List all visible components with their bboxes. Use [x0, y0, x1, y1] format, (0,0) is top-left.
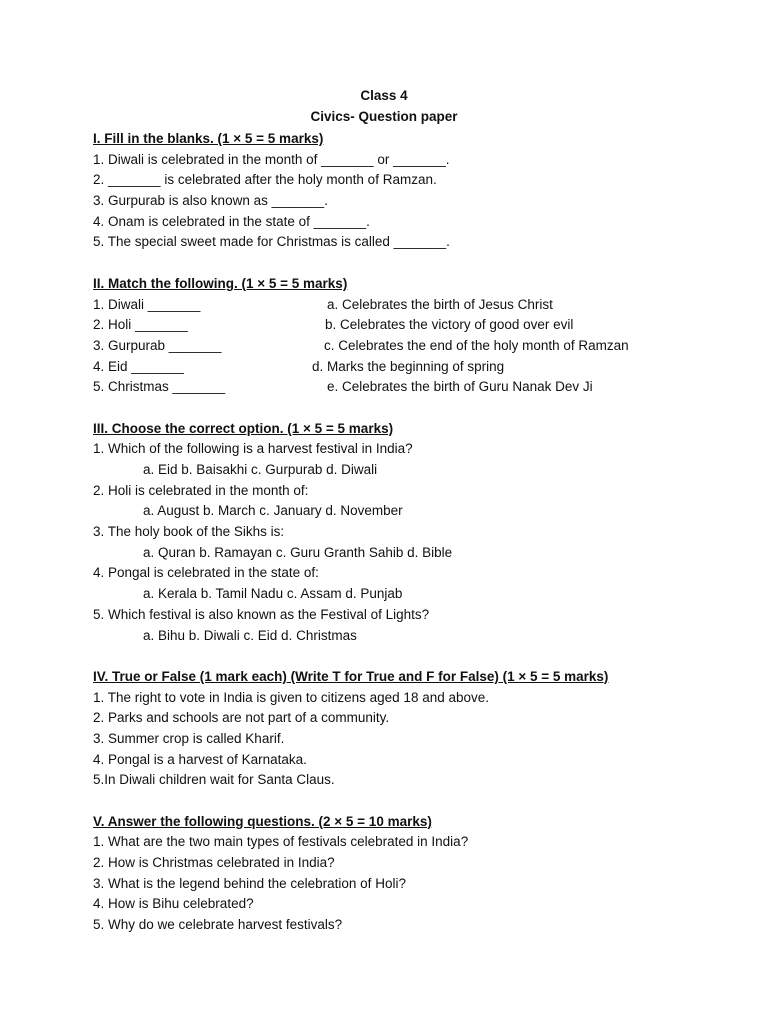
- match-left-item: 3. Gurpurab _______: [93, 337, 222, 353]
- fill-blank-item: 5. The special sweet made for Christmas is called _______.: [93, 234, 450, 250]
- section-gap: [93, 398, 693, 419]
- true-false-item: 4. Pongal is a harvest of Karnataka.: [93, 751, 307, 767]
- true-false-item: 5.In Diwali children wait for Santa Claus.: [93, 772, 335, 788]
- section-5-heading: V. Answer the following questions. (2 × 5 = 10 marks): [93, 813, 432, 829]
- match-right-item: e. Celebrates the birth of Guru Nanak Dev Ji: [327, 379, 593, 395]
- true-false-item: 3. Summer crop is called Kharif.: [93, 730, 285, 746]
- match-right-item: d. Marks the beginning of spring: [312, 358, 505, 374]
- class-title: Class 4: [360, 88, 408, 103]
- paper-title: Civics- Question paper: [310, 109, 458, 124]
- mcq-question: 4. Pongal is celebrated in the state of:: [93, 565, 319, 581]
- section-3-heading: III. Choose the correct option. (1 × 5 = 5 marks): [93, 420, 394, 436]
- question-item: 5. Why do we celebrate harvest festivals?: [93, 917, 343, 933]
- fill-blank-item: 3. Gurpurab is also known as _______.: [93, 193, 328, 209]
- section-2-heading: II. Match the following. (1 × 5 = 5 marks): [93, 275, 348, 291]
- true-false-item: 2. Parks and schools are not part of a community.: [93, 710, 390, 726]
- question-item: 2. How is Christmas celebrated in India?: [93, 855, 335, 871]
- match-row: [93, 357, 693, 378]
- mcq-question: 1. Which of the following is a harvest festival in India?: [93, 441, 413, 457]
- question-item: 4. How is Bihu celebrated?: [93, 896, 254, 912]
- section-gap: [93, 253, 693, 274]
- mcq-options: a. Kerala b. Tamil Nadu c. Assam d. Punjab: [143, 586, 403, 602]
- question-item: 1. What are the two main types of festivals celebrated in India?: [93, 834, 469, 850]
- match-left-item: 5. Christmas _______: [93, 379, 226, 395]
- match-row: [93, 315, 693, 336]
- mcq-options: a. Eid b. Baisakhi c. Gurpurab d. Diwali: [143, 462, 378, 477]
- question-item: 3. What is the legend behind the celebration of Holi?: [93, 875, 406, 891]
- match-right-item: c. Celebrates the end of the holy month of Ramzan: [324, 337, 629, 353]
- match-row: [93, 295, 693, 316]
- mcq-question: 3. The holy book of the Sikhs is:: [93, 524, 285, 540]
- mcq-options: a. Bihu b. Diwali c. Eid d. Christmas: [143, 627, 357, 643]
- section-gap: [93, 646, 693, 667]
- match-row: [93, 377, 693, 398]
- fill-blank-item: 4. Onam is celebrated in the state of _______.: [93, 213, 370, 229]
- match-left-item: 4. Eid _______: [93, 358, 184, 374]
- true-false-item: 1. The right to vote in India is given to citizens aged 18 and above.: [93, 689, 490, 705]
- section-1-heading: I. Fill in the blanks. (1 × 5 = 5 marks): [93, 131, 324, 146]
- match-right-item: a. Celebrates the birth of Jesus Christ: [327, 296, 553, 312]
- fill-blank-item: 2. _______ is celebrated after the holy month of Ramzan.: [93, 172, 437, 188]
- mcq-options: a. Quran b. Ramayan c. Guru Granth Sahib d. Bible: [143, 544, 453, 560]
- mcq-options: a. August b. March c. January d. November: [143, 503, 403, 519]
- mcq-question: 2. Holi is celebrated in the month of:: [93, 482, 309, 498]
- match-right-item: b. Celebrates the victory of good over evil: [325, 317, 574, 333]
- section-4-heading: IV. True or False (1 mark each) (Write T for True and F for False) (1 × 5 = 5 marks): [93, 668, 609, 684]
- paper-content: [93, 129, 693, 936]
- fill-blank-item: 1. Diwali is celebrated in the month of _______ or _______.: [93, 151, 450, 167]
- match-row: [93, 336, 693, 357]
- match-left-item: 1. Diwali _______: [93, 296, 201, 312]
- match-left-item: 2. Holi _______: [93, 317, 188, 333]
- mcq-question: 5. Which festival is also known as the Festival of Lights?: [93, 606, 430, 622]
- section-gap: [93, 791, 693, 812]
